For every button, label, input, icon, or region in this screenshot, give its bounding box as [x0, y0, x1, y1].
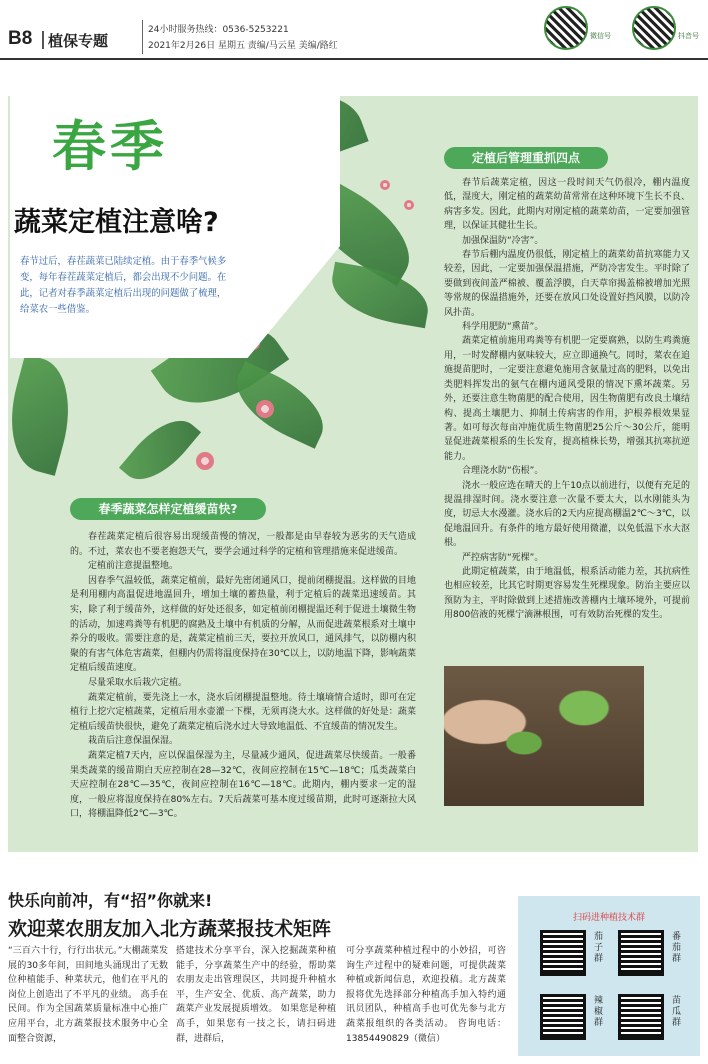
paragraph: 蔬菜定植前施用鸡粪等有机肥一定要腐熟，以防生鸡粪施用，一时发酵棚内氨味较大，应立即通换气。同时，菜农在追施提苗肥时，一定要注意避免施用含氨量过高的肥料，以免出类肥料挥发出的氨气在棚内通风受限的情况下熏坏蔬菜。另外，还要注意生物菌肥的配合使用，因生物菌肥有改良土壤结构、提高土壤肥力、抑制土传病害的作用，护根养根效果显著。如可每次每亩冲施优质生物菌肥25公斤～30公斤，能明显促进蔬菜根系的生长发育，提高植株长势，增强其抗寒抗逆能力。 — [444, 336, 690, 462]
paragraph: 春茬蔬菜定植后很容易出现缓苗慢的情况，一般都是由早春较为恶劣的天气造成的。不过，菜农也不要老抱怨天气，要学会通过科学的定植和管理措施来促进缓苗。 — [70, 532, 416, 557]
cucumber-group-qr[interactable] — [618, 994, 664, 1040]
eggplant-group-qr[interactable] — [540, 930, 586, 976]
paragraph: 因春季气温较低，蔬菜定植前，最好先密闭通风口，提前闭棚提温。这样做的目地是利用棚内高温促进地温回升，增加土壤的蓄热量，利于定植后的蔬菜迅速缓苗。其实，除了利于缓苗外，这样做的好处还很多，如定植前闭棚提温还利于促进土壤微生物的活动，加速鸡粪等有机肥的腐熟及土壤中有机质的分解，从而促进蔬菜根系对土壤中养分的吸收。需要注意的是，蔬菜定植前三天，要拉开放风口，通风排气，以防棚内积聚的有害气体危害蔬菜，但棚内仍需将温度保持在30℃以上，以防地温下降，影响蔬菜定植后缓苗速度。 — [70, 575, 416, 674]
paragraph: 春节后蔬菜定植，因这一段时间天气仍很冷，棚内温度低，湿度大，刚定植的蔬菜幼苗常常在这种环境下生长不良、病害多发。因此，此期内对刚定植的蔬菜幼苗，一定要加强管理，以保证其健壮生长。 — [444, 178, 690, 232]
subheading: 科学用肥防“熏苗”。 — [462, 322, 544, 333]
paragraph: 蔬菜定植7天内，应以保温保湿为主，尽量减少通风，促进蔬菜尽快缓苗。一般番果类蔬菜的缓苗期白天应控制在28—32℃，夜间应控制在15℃—18℃；瓜类蔬菜白天应控制在28℃—35℃，夜间应控制在16℃—18℃。此期内，棚内要求一定的湿度，一般应将湿度保持在80%左右。7天后蔬菜可基本度过缓苗期，此时可逐渐拉大风口，将棚温降低2℃—3℃。 — [70, 750, 416, 820]
douyin-qr-code[interactable] — [632, 6, 676, 50]
left-section-heading: 春季蔬菜怎样定植缓苗快? — [70, 498, 266, 520]
paragraph: 浇水一般应选在晴天的上午10点以前进行，以便有充足的提温排湿时间。浇水要注意一次量不要太大，以水刚能头为度，切忌大水漫灌。浇水后的2天内应提高棚温2℃～3℃，以促地温回升。有条件的地方最好使用微灌，以免低温下水大沤根。 — [444, 480, 690, 549]
qr-panel-title: 扫码进种植技术群 — [572, 913, 645, 923]
flower-illustration — [404, 200, 414, 210]
feature-subtitle: 蔬菜定植注意啥? — [14, 207, 219, 238]
subheading: 尽量采取水后栽穴定植。 — [88, 677, 188, 688]
qr-group-panel — [518, 896, 700, 1056]
flower-illustration — [196, 452, 214, 470]
flower-illustration — [380, 180, 390, 190]
promo-column: 搭建技术分享平台，深入挖掘蔬菜种植能手，分享蔬菜生产中的经验，帮助菜农朋友走出管理误区，共同提升种植水平，生产安全、优质、高产蔬菜，助力蔬菜产业发展提质增效。 如果您是种植高手，如果您有一技之长，请扫码进群，进群后， — [176, 946, 336, 1044]
seedling-photo — [444, 666, 644, 806]
header-divider — [42, 31, 44, 49]
qr-label: 辣椒群 — [594, 996, 604, 1028]
subheading: 定植前注意提温整地。 — [88, 561, 179, 572]
subheading: 加强保温防“冷害”。 — [462, 235, 544, 246]
feature-title: 春季 — [52, 115, 168, 178]
page-header — [0, 0, 708, 60]
tomato-group-qr[interactable] — [618, 930, 664, 976]
wechat-qr-code[interactable] — [544, 6, 588, 50]
subheading: 合理浇水防“伤根”。 — [462, 466, 544, 477]
qr-label: 茄子群 — [594, 932, 604, 964]
dateline: 2021年2月26日 星期五 责编/马云星 美编/路红 — [148, 41, 338, 51]
qr-caption-wechat: 微信号 — [590, 32, 611, 40]
promo-column: 可分享蔬菜种植过程中的小妙招，可咨询生产过程中的疑难问题，可提供蔬菜种植或新闻信息，欢迎投稿。北方蔬菜报将优先选择部分种植高手加入特约通讯员团队，种植高手也可优先参与北方蔬菜报组织的各类活动。 咨询电话：13854490829（微信） — [346, 946, 506, 1044]
promo-kicker: 快乐向前冲，有“招”你就来! — [8, 891, 213, 910]
paragraph: 此期定植蔬菜，由于地温低，根系活动能力差，其抗病性也相应较差，比其它时期更容易发生死棵现象。防治主要应以预防为主，平时除做到上述措施改善棚内土壤环境外，可提前用800倍液的死棵宁滴淋根围，可有效防治死棵的发生。 — [444, 566, 690, 621]
paragraph: 蔬菜定植前，要先浇上一水，浇水后闭棚提温整地。待土壤墒情合适时，即可在定植行上挖穴定植蔬菜，定植后用水壶灌一下棵，无须再浇大水。这样做的好处是：蔬菜定植后缓苗快很快，避免了蔬菜定植后浇水过大导致地温低、不宜缓苗的情况发生。 — [70, 692, 416, 732]
left-column — [70, 530, 416, 822]
pepper-group-qr[interactable] — [540, 994, 586, 1040]
qr-label: 苗瓜群 — [672, 996, 682, 1028]
subheading: 栽苗后注意保温保湿。 — [88, 736, 179, 747]
paragraph: 春节后棚内温度仍很低，刚定植上的蔬菜幼苗抗寒能力又较差，因此，一定要加强保温措施，严防冷害发生。平时除了要做到夜间盖严棉被、覆盖浮膜，白天草帘揭盖棉被增加光照等常规的保温措施外，还要在放风口处设置好挡风膜，以防冷风扑苗。 — [444, 250, 690, 318]
qr-label: 番茄群 — [672, 932, 682, 964]
subheading: 严控病害防“死棵”。 — [462, 552, 544, 563]
qr-caption-douyin: 抖音号 — [678, 32, 699, 40]
right-section-heading: 定植后管理重抓四点 — [444, 147, 608, 169]
header-divider-vertical — [142, 20, 143, 54]
flower-illustration — [256, 400, 274, 418]
promo-headline: 欢迎菜农朋友加入北方蔬菜报技术矩阵 — [8, 918, 332, 940]
promo-column: “三百六十行，行行出状元。”大棚蔬菜发展的30多年间，田间地头涌现出了无数位种植能手、种菜状元，他们在平凡的岗位上创造出了不平凡的业绩。 高手在民间。作为全国蔬菜质量标准中心推广应用平台，北方蔬菜报技术服务中心全面整合资源， — [8, 946, 168, 1044]
hotline: 24小时服务热线：0536-5253221 — [148, 25, 289, 35]
page-number: B8 — [8, 28, 33, 49]
section-title: 植保专题 — [48, 32, 109, 50]
header-rule — [0, 58, 708, 60]
right-column — [444, 176, 690, 623]
intro-text: 春节过后，春茬蔬菜已陆续定植。由于春季气候多变，每年春茬蔬菜定植后，都会出现不少问题。在此，记者对春季蔬菜定植后出现的问题做了梳理，给菜农一些借鉴。 — [20, 256, 227, 315]
intro-box — [20, 254, 230, 350]
